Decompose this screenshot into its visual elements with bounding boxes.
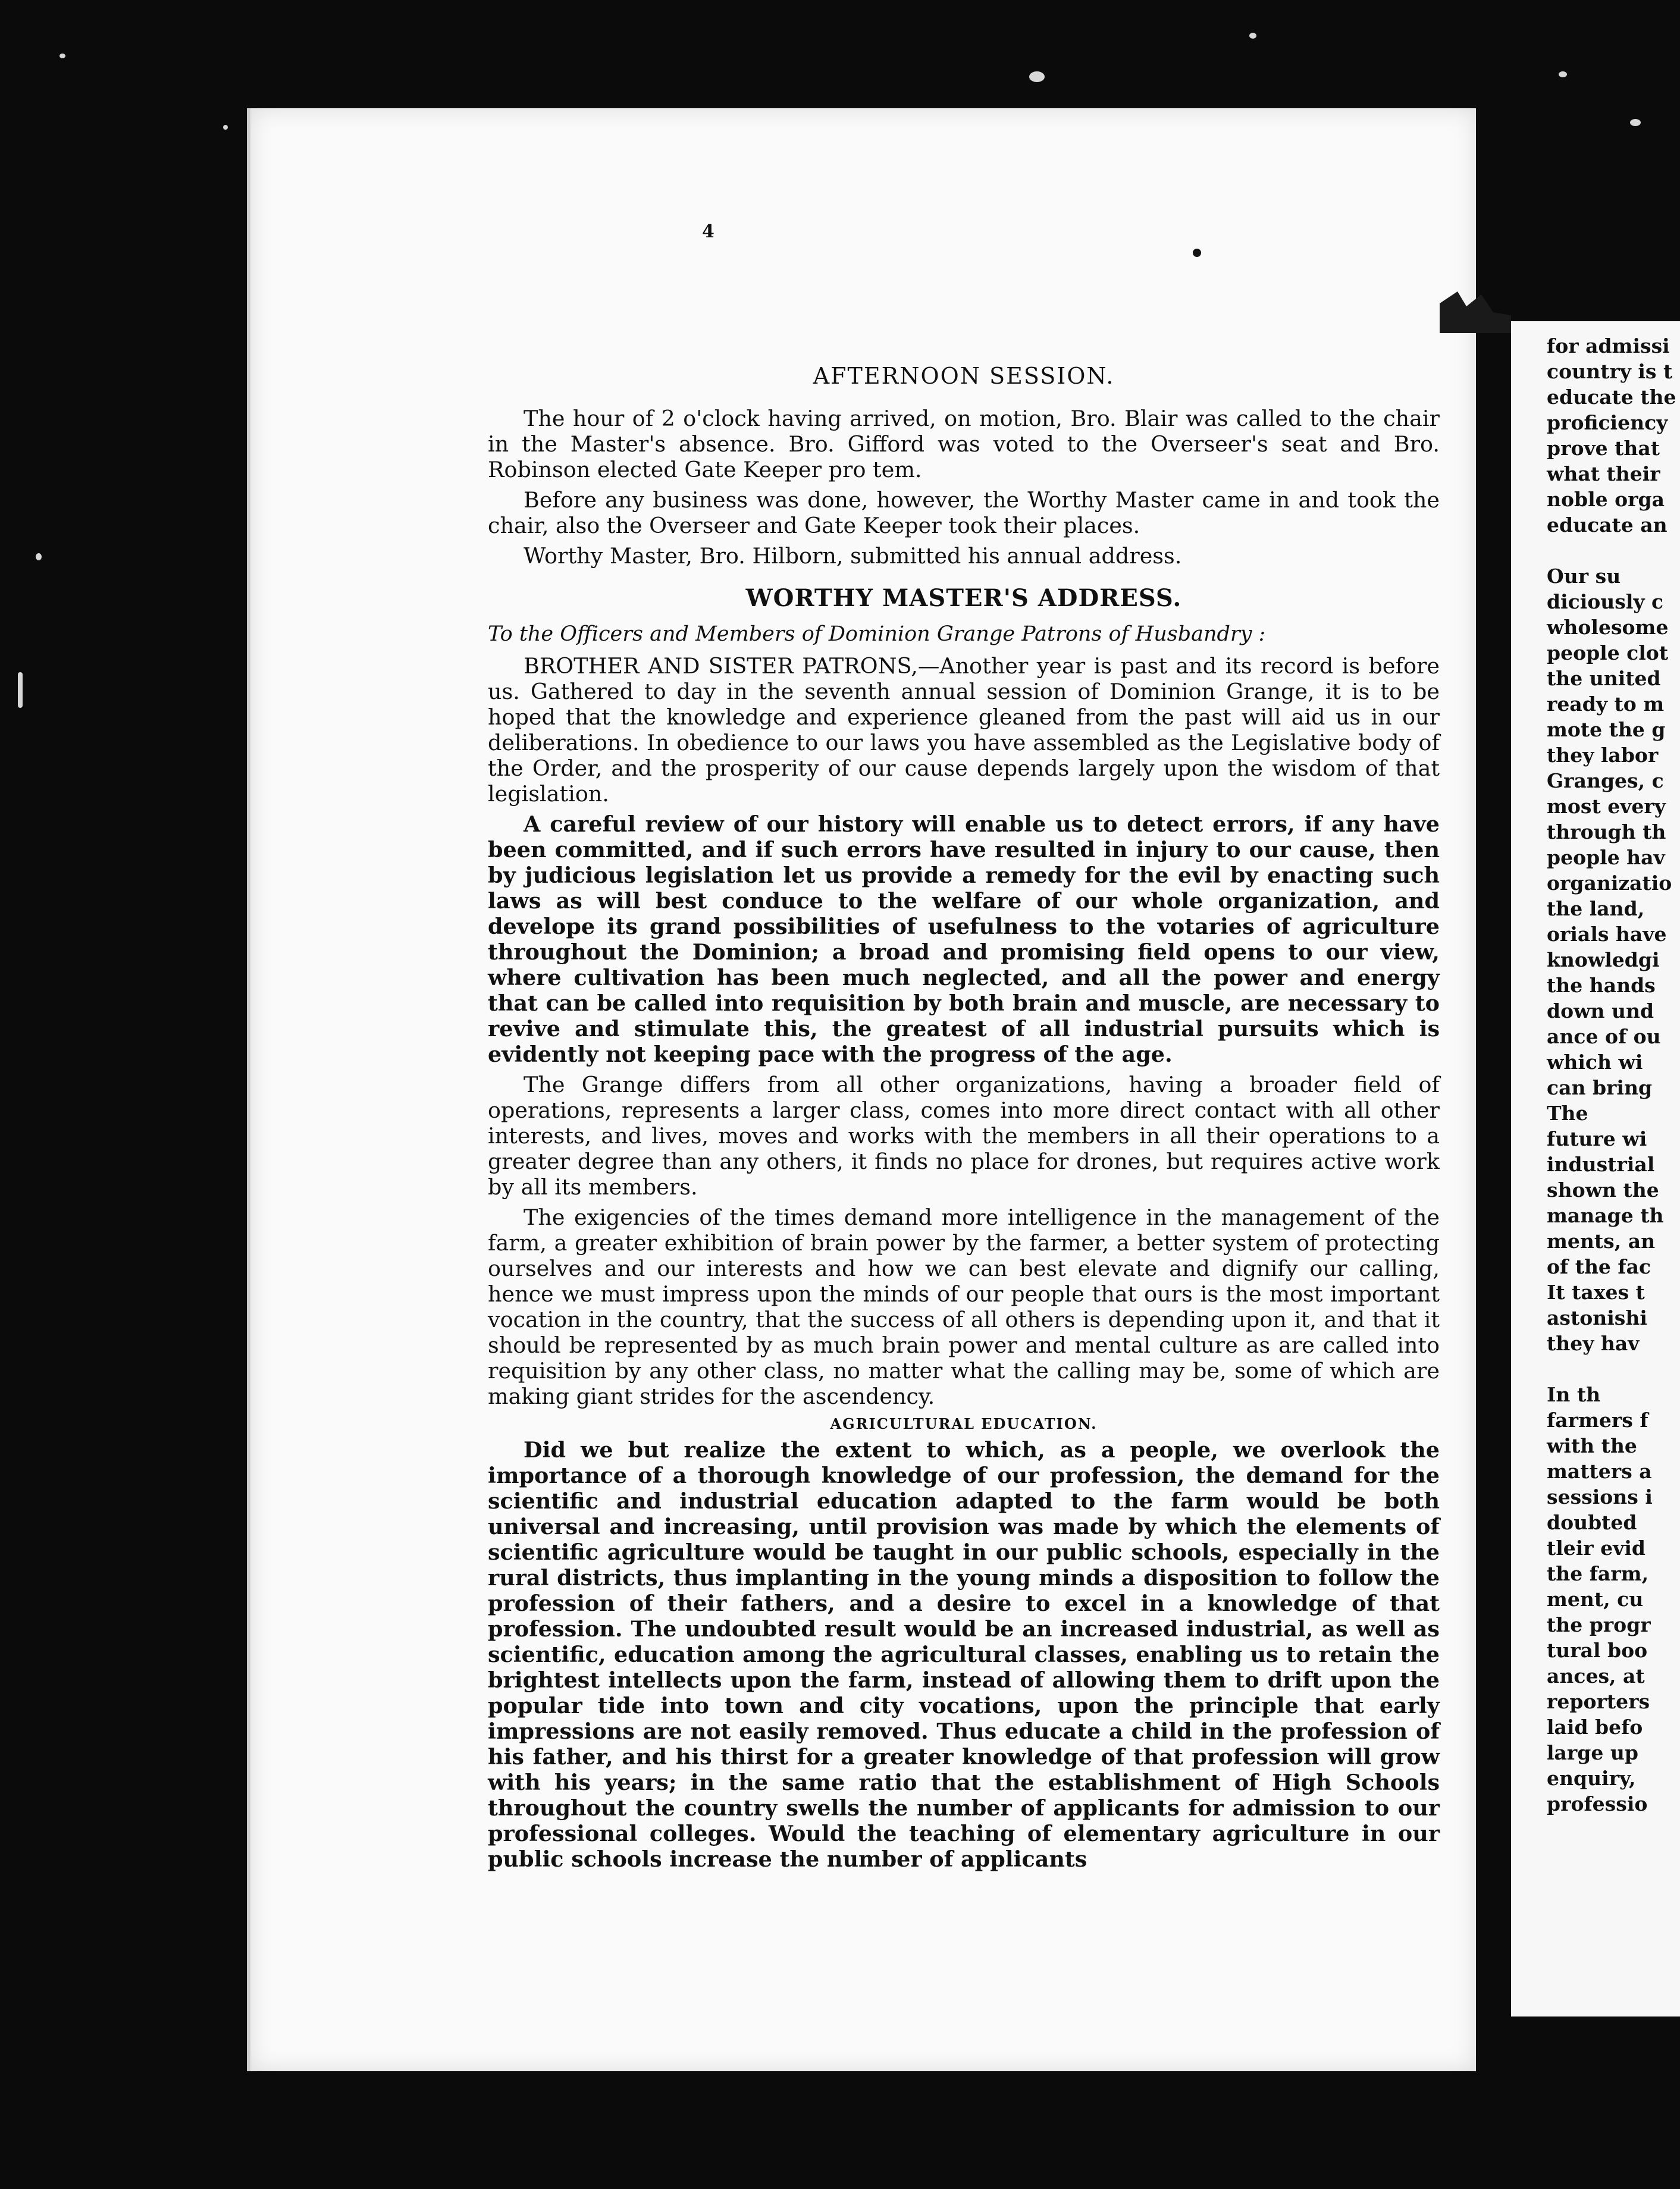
ink-dot xyxy=(1193,249,1201,257)
adjacent-page-line: for admissi xyxy=(1547,334,1670,357)
adjacent-page-line: the united xyxy=(1547,667,1661,690)
adjacent-page-line: ance of ou xyxy=(1547,1025,1661,1048)
adjacent-page-line: Granges, c xyxy=(1547,769,1664,792)
adjacent-page-line: the hands xyxy=(1547,974,1656,997)
adjacent-page-line: diciously c xyxy=(1547,590,1664,613)
adjacent-page-line: tleir evid xyxy=(1547,1536,1645,1560)
scan-speck xyxy=(59,54,65,58)
adjacent-page-line: ances, at xyxy=(1547,1664,1645,1688)
afternoon-paragraph-1: The hour of 2 o'clock having arrived, on motion, Bro. Blair was called to the chair in the Master's absence. Bro. Gifford was voted to the Overseer's seat and Bro. Robinson elected Gate Keeper pro tem. xyxy=(488,406,1440,482)
afternoon-paragraph-3: Worthy Master, Bro. Hilborn, submitted his annual address. xyxy=(524,543,1182,569)
afternoon-session-heading: AFTERNOON SESSION. xyxy=(813,363,1115,389)
adjacent-page-line: most every xyxy=(1547,795,1666,818)
adjacent-page-line: people hav xyxy=(1547,846,1665,869)
adjacent-page-line: sessions i xyxy=(1547,1485,1653,1509)
adjacent-page-line: professio xyxy=(1547,1792,1648,1815)
adjacent-page-line: country is t xyxy=(1547,360,1673,383)
scan-speck xyxy=(223,125,228,130)
scan-speck xyxy=(36,553,42,560)
scan-speck xyxy=(1630,119,1641,126)
adjacent-page-line: with the xyxy=(1547,1434,1637,1457)
adjacent-page-line: manage th xyxy=(1547,1204,1664,1227)
adjacent-page-line: what their xyxy=(1547,462,1660,485)
adjacent-page-line: laid befo xyxy=(1547,1716,1643,1739)
adjacent-page-text-column xyxy=(1547,333,1680,1817)
adjacent-page-line: ment, cu xyxy=(1547,1588,1644,1611)
adjacent-page-line: through th xyxy=(1547,820,1666,843)
education-paragraph-1: Did we but realize the extent to which, as a people, we overlook the importance of a thorough knowledge of our profession, the demand for the scientific and industrial education adapted to the farm would be both universal and increasing, until provision was made by which the elements of scientific agriculture would be taught in our public schools, especially in the rural districts, thus implanting in the young minds a disposition to follow the profession of their fathers, and a desire to excel in a knowledge of that profession. The undoubted result would be an increased industrial, as well as scientific, education among the agricultural classes, enabling us to retain the brightest intellects upon the farm, instead of allowing them to drift upon the popular tide into town and city vocations, upon the principle that early impressions are not easily removed. Thus educate a child in the profession of his father, and his thirst for a greater knowledge of that profession will grow with his years; in the same ratio that the establishment of High Schools throughout the country swells the number of applicants for admission to our professional colleges. Would the teaching of elementary agriculture in our public schools increase the number of applicants xyxy=(488,1437,1440,1872)
adjacent-page-line: educate the xyxy=(1547,385,1676,409)
adjacent-page-fragment xyxy=(1511,321,1680,2016)
adjacent-page-line: people clot xyxy=(1547,641,1669,664)
address-paragraph-1: BROTHER AND SISTER PATRONS,—Another year is past and its record is before us. Gathered to day in the seventh annual session of Dominion Grange, it is to be hoped that the knowledge and experience gleaned from the past will aid us in our deliberations. In obedience to our laws you have assembled as the Legislative body of the Order, and the prosperity of our cause depends largely upon the wisdom of that legislation. xyxy=(488,653,1440,807)
adjacent-page-line: can bring xyxy=(1547,1076,1653,1099)
adjacent-page-line: matters a xyxy=(1547,1460,1652,1483)
adjacent-page-line: of the fac xyxy=(1547,1255,1651,1278)
agricultural-education-heading: AGRICULTURAL EDUCATION. xyxy=(830,1415,1098,1432)
adjacent-page-line: educate an xyxy=(1547,513,1668,537)
adjacent-page-line: astonishi xyxy=(1547,1306,1647,1329)
adjacent-page-line: down und xyxy=(1547,999,1654,1023)
page-body xyxy=(488,363,1440,1877)
adjacent-page-line: the progr xyxy=(1547,1613,1651,1636)
adjacent-page-line: reporters xyxy=(1547,1690,1650,1713)
worthy-master-address-heading: WORTHY MASTER'S ADDRESS. xyxy=(745,584,1182,612)
adjacent-page-line: orials have xyxy=(1547,923,1667,946)
scan-speck xyxy=(18,672,23,708)
adjacent-page-line: they labor xyxy=(1547,744,1659,767)
adjacent-page-line: enquiry, xyxy=(1547,1767,1636,1790)
adjacent-page-line: they hav xyxy=(1547,1332,1640,1355)
adjacent-page-line: ments, an xyxy=(1547,1230,1656,1253)
adjacent-page-line: large up xyxy=(1547,1741,1638,1764)
adjacent-page-line: The xyxy=(1547,1102,1588,1125)
adjacent-page-line: farmers f xyxy=(1547,1409,1648,1432)
adjacent-page-line: knowledgi xyxy=(1547,948,1660,971)
adjacent-page-line: mote the g xyxy=(1547,718,1666,741)
afternoon-paragraph-2: Before any business was done, however, the Worthy Master came in and took the chair, also the Overseer and Gate Keeper took their places. xyxy=(488,487,1440,538)
torn-corner-mark xyxy=(1440,280,1511,333)
address-paragraph-4: The exigencies of the times demand more intelligence in the management of the farm, a greater exhibition of brain power by the farmer, a better system of protecting ourselves and our interests and how we can best elevate and dignify our calling, hence we must impress upon the minds of our people that ours is the most important vocation in the country, that the success of all others is depending upon it, and that it should be represented by as much brain power and mental culture as are called into requisition by any other class, no matter what the calling may be, some of which are making giant strides for the ascendency. xyxy=(488,1205,1440,1409)
adjacent-page-line: shown the xyxy=(1547,1178,1659,1202)
adjacent-page-gap xyxy=(1547,1356,1680,1382)
adjacent-page-line: prove that xyxy=(1547,437,1660,460)
adjacent-page-line: ready to m xyxy=(1547,692,1665,716)
address-paragraph-3: The Grange differs from all other organizations, having a broader field of operations, represents a larger class, comes into more direct contact with all other interests, and lives, moves and works with the members in all their operations to a greater degree than any others, it finds no place for drones, but requires active work by all its members. xyxy=(488,1072,1440,1200)
adjacent-page-line: It taxes t xyxy=(1547,1281,1645,1304)
adjacent-page-line: wholesome xyxy=(1547,616,1669,639)
scan-speck xyxy=(1249,33,1256,39)
adjacent-page-line: future wi xyxy=(1547,1127,1647,1150)
scan-speck xyxy=(1029,71,1045,82)
adjacent-page-line: noble orga xyxy=(1547,488,1665,511)
address-paragraph-2: A careful review of our history will enable us to detect errors, if any have been committed, and if such errors have resulted in injury to our cause, then by judicious legislation let us provide a remedy for the evil by enacting such laws as will best conduce to the welfare of our whole organization, and develope its grand possibilities of usefulness to the votaries of agriculture throughout the Dominion; a broad and promising field opens to our view, where cultivation has been much neglected, and all the power and energy that can be called into requisition by both brain and muscle, are necessary to revive and stimulate this, the greatest of all industrial pursuits which is evidently not keeping pace with the progress of the age. xyxy=(488,811,1440,1067)
adjacent-page-line: Our su xyxy=(1547,565,1621,588)
scan-speck xyxy=(1559,71,1567,77)
adjacent-page-line: industrial xyxy=(1547,1153,1655,1176)
adjacent-page-line: proficiency xyxy=(1547,411,1668,434)
adjacent-page-line: the farm, xyxy=(1547,1562,1649,1585)
adjacent-page-line: tural boo xyxy=(1547,1639,1648,1662)
adjacent-page-line: doubted xyxy=(1547,1511,1637,1534)
adjacent-page-line: which wi xyxy=(1547,1050,1643,1074)
adjacent-page-line: In th xyxy=(1547,1383,1601,1406)
address-salutation: To the Officers and Members of Dominion Grange Patrons of Husbandry : xyxy=(488,622,1266,646)
adjacent-page-line: organizatio xyxy=(1547,871,1672,895)
adjacent-page-line: the land, xyxy=(1547,897,1645,920)
page-number: 4 xyxy=(702,221,714,242)
adjacent-page-gap xyxy=(1547,538,1680,563)
